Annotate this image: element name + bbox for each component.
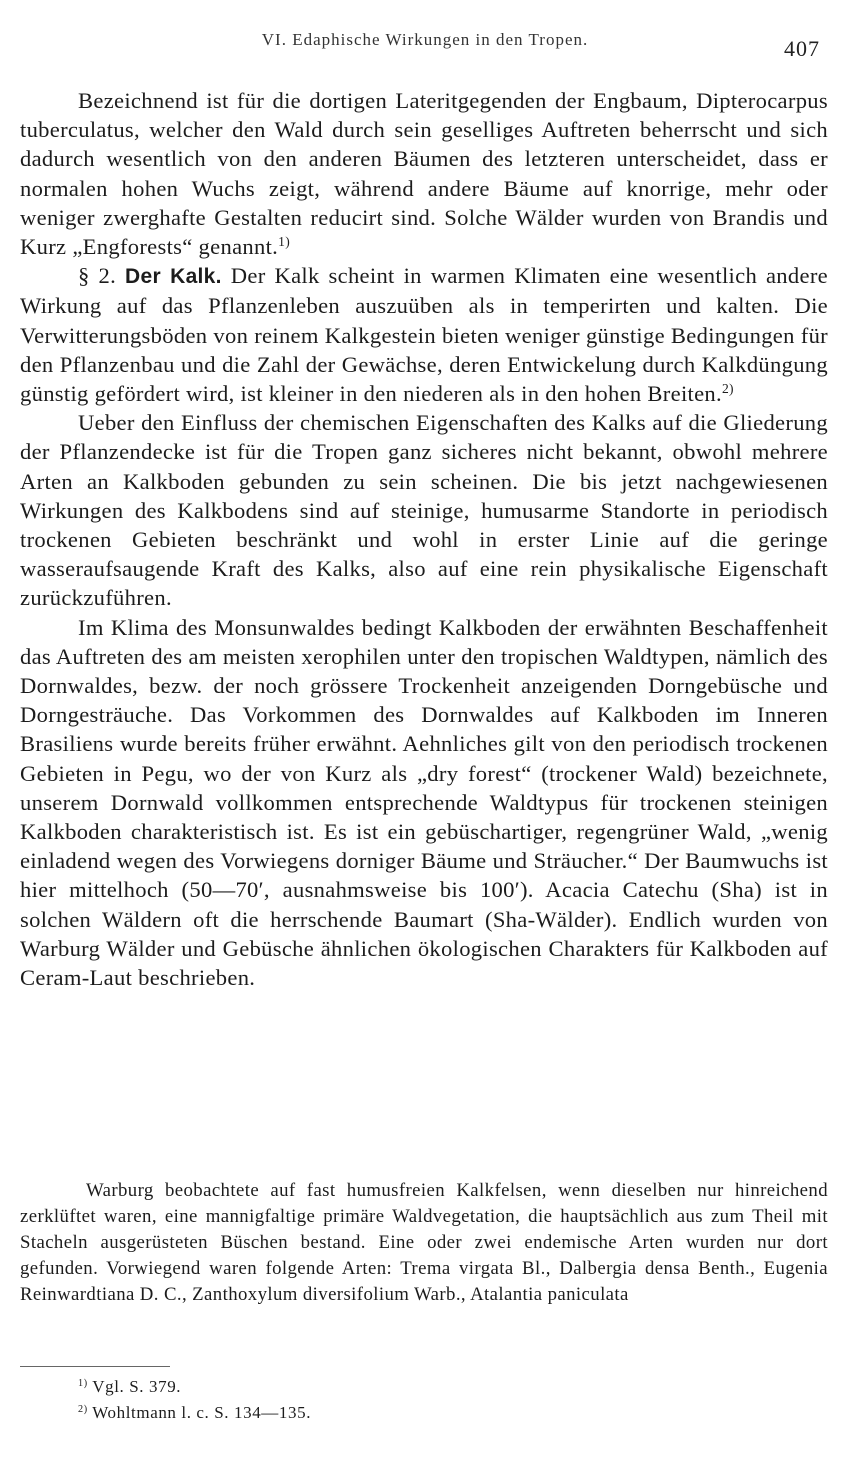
- paragraph-text: Der Kalk scheint in warmen Klimaten eine wesentlich andere Wirkung auf das Pflanzenleben auszuüben als in temperirten und kalten. Die Verwitterungsböden von reinem Kalkgestein bieten weniger günstige Bedingungen für den Pflanzenbau und die Zahl der Gewächse, deren Entwickelung durch Kalkdüngung günstig gefördert wird, ist kleiner in den niederen als in den hohen Breiten.: [20, 263, 828, 407]
- footnote-text: Vgl. S. 379.: [92, 1377, 182, 1396]
- paragraph-warburg: [20, 1178, 828, 1308]
- footnote-mark: 1): [78, 1377, 88, 1389]
- paragraph-text: Bezeichnend ist für die dortigen Lateritgegenden der Engbaum, Dipterocarpus tuberculatus, welcher den Wald durch sein geselliges Auftreten beherrscht und sich dadurch wesentlich von den anderen Bäumen des letzteren unterscheidet, dass er normalen hohen Wuchs zeigt, während andere Bäume auf knorrige, mehr oder weniger zwerghafte Gestalten reducirt sind. Solche Wälder wurden von Brandis und Kurz „Engforests“ genannt.: [20, 88, 828, 260]
- footnotes: [78, 1374, 311, 1426]
- section-number: § 2.: [78, 263, 117, 289]
- section-heading: Der Kalk.: [125, 265, 222, 289]
- footnote-1: [78, 1374, 311, 1400]
- paragraph-monsunwald: [20, 613, 828, 993]
- paragraph-text: Warburg beobachtete auf fast humusfreien Kalkfelsen, wenn dieselben nur hinreichend zerklüftet waren, eine mannigfaltige primäre Waldvegetation, die hauptsächlich aus zum Theil mit Stacheln ausgerüsteten Büschen bestand. Eine oder zwei endemische Arten wurden nur dort gefunden. Vorwiegend waren folgende Arten: Trema virgata Bl., Dalbergia densa Benth., Eugenia Reinwardtiana D. C., Zanthoxylum diversifolium Warb., Atalantia paniculata: [20, 1180, 828, 1305]
- footnote-ref-1: 1): [278, 233, 291, 249]
- footnote-divider: [20, 1366, 170, 1367]
- paragraph-text: Ueber den Einfluss der chemischen Eigenschaften des Kalks auf die Gliederung der Pflanzendecke ist für die Tropen ganz sicheres nicht bekannt, obwohl mehrere Arten an Kalkboden gebunden zu sein scheinen. Die bis jetzt nachgewiesenen Wirkungen des Kalkbodens sind auf steinige, humusarme Standorte in periodisch trockenen Gebieten beschränkt und wohl in erster Linie auf die geringe wasseraufsaugende Kraft des Kalks, also auf eine rein physikalische Eigenschaft zurückzuführen.: [20, 410, 828, 611]
- footnote-text: Wohltmann l. c. S. 134—135.: [92, 1403, 312, 1422]
- page-number: 407: [784, 36, 820, 61]
- paragraph-einfluss: [20, 408, 828, 612]
- main-text: [20, 86, 828, 992]
- running-title: VI. Edaphische Wirkungen in den Tropen.: [261, 30, 589, 49]
- paragraph-text: Im Klima des Monsunwaldes bedingt Kalkboden der erwähnten Beschaffenheit das Auftreten des am meisten xerophilen unter den tropischen Waldtypen, nämlich des Dornwaldes, bezw. der noch grössere Trockenheit anzeigenden Dorngebüsche und Dorngesträuche. Das Vorkommen des Dornwaldes auf Kalkboden im Inneren Brasiliens wurde bereits früher erwähnt. Aehnliches gilt von den periodisch trockenen Gebieten in Pegu, wo der von Kurz als „dry forest“ (trockener Wald) bezeichnete, unserem Dornwald vollkommen entsprechende Waldtypus für trockenen steinigen Kalkboden charakteristisch ist. Es ist ein gebüschartiger, regengrüner Wald, „wenig einladend wegen des Vorwiegens dorniger Bäume und Sträucher.“ Der Baumwuchs ist hier mittelhoch (50—70′, ausnahmsweise bis 100′). Acacia Catechu (Sha) ist in solchen Wäldern oft die herrschende Baumart (Sha-Wälder). Endlich wurden von Warburg Wälder und Gebüsche ähnlichen ökologischen Charakters für Kalkboden auf Ceram-Laut beschrieben.: [20, 614, 828, 991]
- paragraph-kalk: [20, 261, 828, 408]
- paragraph-engbaum: [20, 86, 828, 261]
- footnote-ref-2: 2): [721, 380, 734, 396]
- footnote-mark: 2): [78, 1403, 88, 1415]
- small-print-text: [20, 1178, 828, 1308]
- footnote-2: [78, 1400, 311, 1426]
